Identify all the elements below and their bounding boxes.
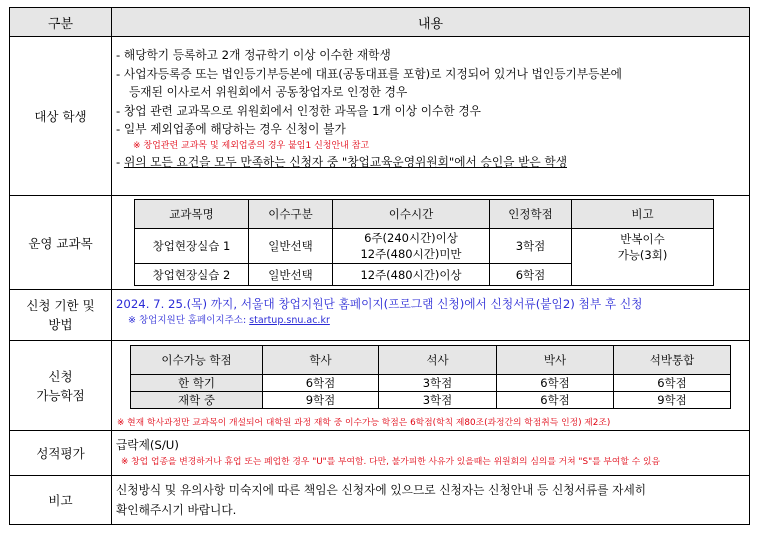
application-content [112, 290, 750, 341]
course-name: 창업현장실습 1 [135, 229, 249, 264]
credits-header-doctor: 박사 [497, 346, 614, 375]
eligibility-note: ※ 창업관련 교과목 및 제외업종의 경우 붙임1 신청안내 참고 [133, 140, 370, 151]
remarks-line-2: 확인해주시기 바랍니다. [116, 503, 237, 517]
eligibility-label: 대상 학생 [10, 37, 112, 196]
application-label-line-2: 방법 [48, 317, 73, 332]
credits-cell: 6학점 [497, 392, 614, 409]
credits-header-label: 이수가능 학점 [131, 346, 263, 375]
grading-label: 성적평가 [10, 431, 112, 476]
eligibility-final-text: 위의 모든 요건을 모두 만족하는 신청자 중 "창업교육운영위원회"에서 승인을 받은 학생 [123, 154, 567, 169]
courses-row [10, 196, 750, 290]
info-table [9, 7, 750, 525]
courses-table [134, 199, 714, 286]
grading-content [112, 431, 750, 476]
eligibility-content [112, 37, 750, 196]
credits-label-line-2: 가능학점 [36, 387, 85, 403]
application-site-prefix: ※ 창업지원단 홈페이지주소: [128, 315, 250, 326]
courses-header-credits: 인정학점 [490, 200, 572, 229]
eligibility-line-5: - 일부 제외업종에 해당하는 경우 신청이 불가 [116, 122, 346, 136]
credits-content [112, 341, 750, 431]
course-remark-line-1: 반복이수 [620, 232, 665, 246]
remarks-content [112, 476, 750, 525]
credits-cell: 6학점 [263, 375, 379, 392]
remarks-line-1: 신청방식 및 유의사항 미숙지에 따른 책임은 신청자에 있으므로 신청자는 신청안내 등 신청서류를 자세히 [116, 483, 647, 497]
courses-row-1 [135, 229, 714, 264]
eligibility-line-2: - 사업자등록증 또는 법인등기부등본에 대표(공동대표를 포함)로 지정되어 있거나 법인등기부등본에 [116, 66, 622, 81]
remarks-label: 비고 [10, 476, 112, 525]
application-deadline: 2024. 7. 25.(목) 까지, 서울대 창업지원단 홈페이지(프로그램 신청)에서 신청서류(붙임2) 첨부 후 신청 [116, 297, 643, 311]
course-type: 일반선택 [249, 229, 333, 264]
courses-header-name: 교과목명 [135, 200, 249, 229]
eligibility-line-3: 등재된 이사로서 위원회에서 공동창업자로 인정한 경우 [129, 85, 408, 99]
credits-cell: 9학점 [263, 392, 379, 409]
grading-note: ※ 창업 업종을 변경하거나 휴업 또는 폐업한 경우 "U"를 부여함. 다만, 불가피한 사유가 있을때는 위원회의 심의를 거쳐 "S"를 부여할 수 있음 [121, 456, 660, 467]
course-remark-line-2: 가능(3회) [617, 248, 668, 262]
application-site [116, 314, 745, 328]
course-hours-line-1: 6주(240시간)이상 [364, 231, 458, 245]
credits-header-master: 석사 [379, 346, 497, 375]
eligibility-row [10, 37, 750, 196]
credits-cell: 한 학기 [131, 375, 263, 392]
course-hours-line-2: 12주(480시간)미만 [360, 247, 462, 261]
header-content: 내용 [112, 8, 750, 37]
course-remark [572, 229, 714, 286]
eligibility-final [116, 153, 745, 172]
credits-cell: 6학점 [614, 375, 731, 392]
credits-row-enrolled [131, 392, 731, 409]
course-credits: 3학점 [490, 229, 572, 264]
course-type: 일반선택 [249, 264, 333, 286]
application-label [10, 290, 112, 341]
credits-label [10, 341, 112, 431]
credits-row-semester [131, 375, 731, 392]
courses-label: 운영 교과목 [10, 196, 112, 290]
application-site-link[interactable]: startup.snu.ac.kr [249, 315, 330, 326]
credits-note: ※ 현재 학사과정만 교과목이 개설되어 대학원 과정 재학 중 이수가능 학점은 6학점(학칙 제80조(과정간의 학점취득 인정) 제2조) [117, 418, 611, 428]
credits-cell: 3학점 [379, 375, 497, 392]
application-label-line-1: 신청 기한 및 [26, 298, 95, 313]
courses-header-row [135, 200, 714, 229]
credits-label-line-1: 신청 [48, 368, 73, 384]
grading-value: 급락제(S/U) [116, 438, 179, 452]
course-hours [333, 229, 490, 264]
credits-header-bachelor: 학사 [263, 346, 379, 375]
course-credits: 6학점 [490, 264, 572, 286]
credits-row [10, 341, 750, 431]
courses-header-type: 이수구분 [249, 200, 333, 229]
remarks-row [10, 476, 750, 525]
application-row [10, 290, 750, 341]
credits-cell: 3학점 [379, 392, 497, 409]
eligibility-line-4: - 창업 관련 교과목으로 위원회에서 인정한 과목을 1개 이상 이수한 경우 [116, 103, 481, 118]
eligibility-final-prefix: - [116, 154, 124, 169]
credits-table [130, 345, 731, 409]
credits-cell: 9학점 [614, 392, 731, 409]
course-name: 창업현장실습 2 [135, 264, 249, 286]
credits-cell: 6학점 [497, 375, 614, 392]
header-category: 구분 [10, 8, 112, 37]
courses-header-remark: 비고 [572, 200, 714, 229]
credits-header-row [131, 346, 731, 375]
courses-header-hours: 이수시간 [333, 200, 490, 229]
credits-cell: 재학 중 [131, 392, 263, 409]
grading-row [10, 431, 750, 476]
courses-content [112, 196, 750, 290]
header-row [10, 8, 750, 37]
course-hours: 12주(480시간)이상 [333, 264, 490, 286]
credits-header-integrated: 석박통합 [614, 346, 731, 375]
eligibility-line-1: - 해당학기 등록하고 2개 정규학기 이상 이수한 재학생 [116, 48, 391, 62]
